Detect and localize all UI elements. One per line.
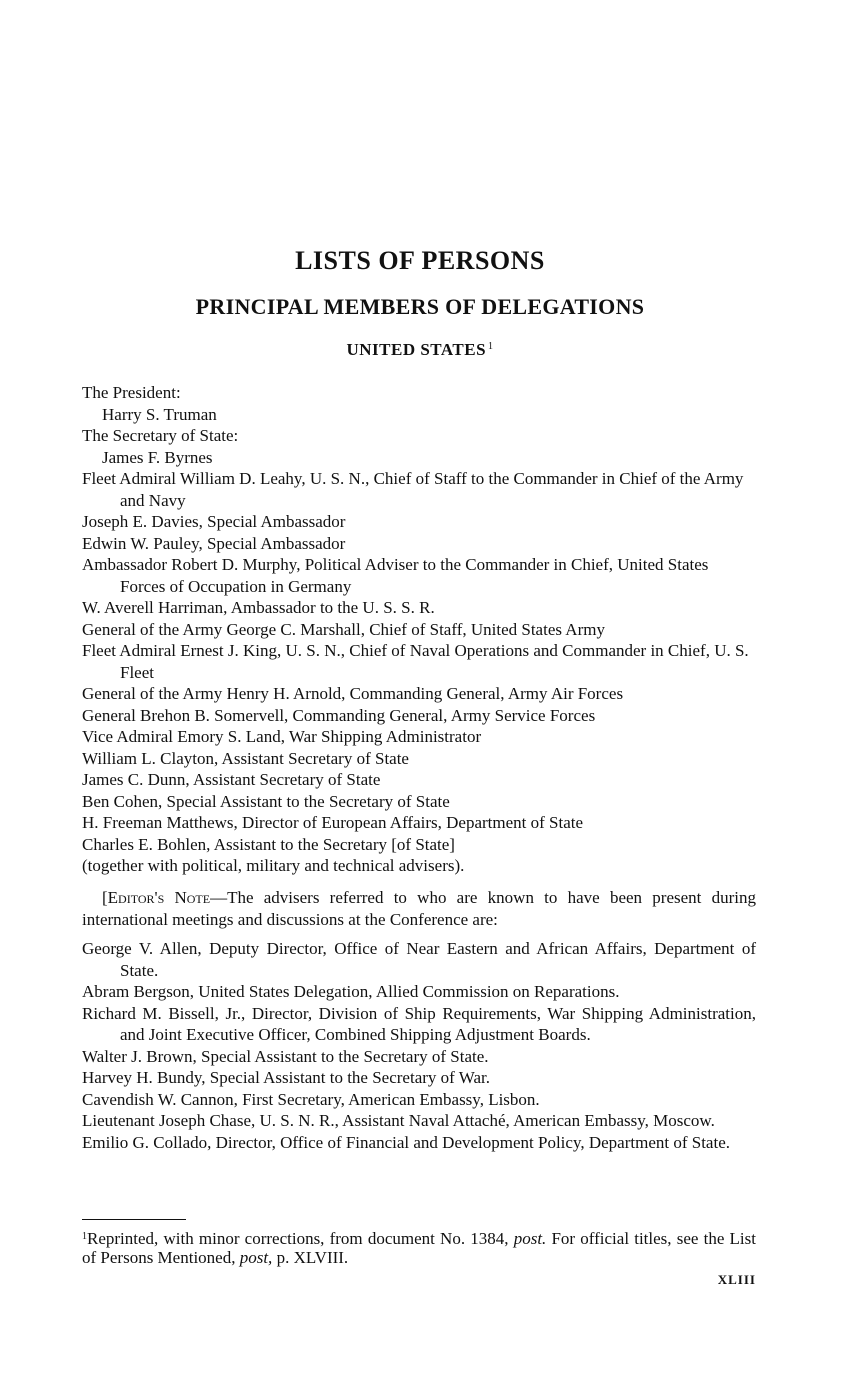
delegation-member-entry: The President: <box>82 383 181 402</box>
delegation-member-entry: Edwin W. Pauley, Special Ambassador <box>82 533 346 553</box>
adviser-list <box>82 938 756 1153</box>
editors-note-label: Editor's Note <box>107 888 211 907</box>
footnote-text-middle: For official titles, see the List of Persons Mentioned, <box>82 1229 756 1267</box>
adviser-entry: Richard M. Bissell, Jr., Director, Division of Ship Requirements, War Shipping Administration, and Joint Executive Officer, Combined Shipping Adjustment Boards. <box>82 1003 756 1044</box>
footnote-post-1: post. <box>513 1229 547 1248</box>
footnote-post-2: post, <box>239 1248 273 1267</box>
adviser-entry: Lieutenant Joseph Chase, U. S. N. R., Assistant Naval Attaché, American Embassy, Moscow. <box>82 1111 715 1130</box>
editors-note <box>82 887 756 930</box>
delegation-member-entry: General of the Army Henry H. Arnold, Commanding General, Army Air Forces <box>82 684 624 703</box>
adviser-entry: Cavendish W. Cannon, First Secretary, American Embassy, Lisbon. <box>82 1089 540 1109</box>
delegation-member-entry: James C. Dunn, Assistant Secretary of State <box>82 770 381 789</box>
delegation-member-entry: William L. Clayton, Assistant Secretary of State <box>82 748 409 768</box>
delegation-member-entry: Vice Admiral Emory S. Land, War Shipping Administrator <box>82 727 482 746</box>
delegation-member-entry: Charles E. Bohlen, Assistant to the Secretary [of State] <box>82 834 455 854</box>
country-name: UNITED STATES <box>346 340 487 359</box>
adviser-entry: Harvey H. Bundy, Special Assistant to the Secretary of War. <box>82 1068 490 1087</box>
editors-note-bracket: [ <box>102 888 108 907</box>
delegation-member-entry: H. Freeman Matthews, Director of European Affairs, Department of State <box>82 813 584 832</box>
page-number: XLIII <box>717 1272 756 1287</box>
delegation-member-entry: General Brehon B. Somervell, Commanding General, Army Service Forces <box>82 705 596 725</box>
adviser-entry: Emilio G. Collado, Director, Office of Financial and Development Policy, Department of State. <box>82 1132 730 1152</box>
delegation-member-entry: Harry S. Truman <box>102 404 217 424</box>
editors-note-text: —The advisers referred to who are known to have been present during international meetings and discussions at the Conference are: <box>82 888 756 929</box>
delegation-member-entry: Fleet Admiral Ernest J. King, U. S. N., Chief of Naval Operations and Commander in Chief, U. S. Fleet <box>82 641 749 682</box>
footnote-text-after: p. XLVIII. <box>272 1248 349 1267</box>
country-heading <box>0 340 840 360</box>
adviser-entry: Abram Bergson, United States Delegation, Allied Commission on Reparations. <box>82 982 620 1001</box>
page-title: LISTS OF PERSONS <box>295 246 545 275</box>
delegation-member-entry: Joseph E. Davies, Special Ambassador <box>82 512 346 531</box>
footnote-reference: 1 <box>488 341 494 352</box>
footnote-text-before: Reprinted, with minor corrections, from document No. 1384, <box>87 1229 514 1248</box>
delegation-member-entry: General of the Army George C. Marshall, Chief of Staff, United States Army <box>82 619 605 639</box>
delegation-member-entry: (together with political, military and technical advisers). <box>82 856 465 875</box>
footnote <box>82 1227 756 1267</box>
adviser-entry: George V. Allen, Deputy Director, Office of Near Eastern and African Affairs, Department of State. <box>82 939 756 980</box>
delegation-member-entry: James F. Byrnes <box>102 447 213 467</box>
footnote-mark: 1 <box>82 1231 87 1242</box>
delegation-member-entry: Ambassador Robert D. Murphy, Political Adviser to the Commander in Chief, United States Forces of Occupation in Germany <box>82 555 709 596</box>
footnote-divider <box>82 1219 186 1220</box>
delegation-member-entry: W. Averell Harriman, Ambassador to the U. S. S. R. <box>82 598 435 617</box>
adviser-entry: Walter J. Brown, Special Assistant to the Secretary of State. <box>82 1046 489 1066</box>
delegation-member-entry: Ben Cohen, Special Assistant to the Secretary of State <box>82 791 450 811</box>
delegation-member-entry: Fleet Admiral William D. Leahy, U. S. N., Chief of Staff to the Commander in Chief of the Army and Navy <box>82 469 744 510</box>
delegation-member-list <box>82 382 756 877</box>
delegation-member-entry: The Secretary of State: <box>82 426 239 445</box>
section-heading: PRINCIPAL MEMBERS OF DELEGATIONS <box>195 294 645 319</box>
